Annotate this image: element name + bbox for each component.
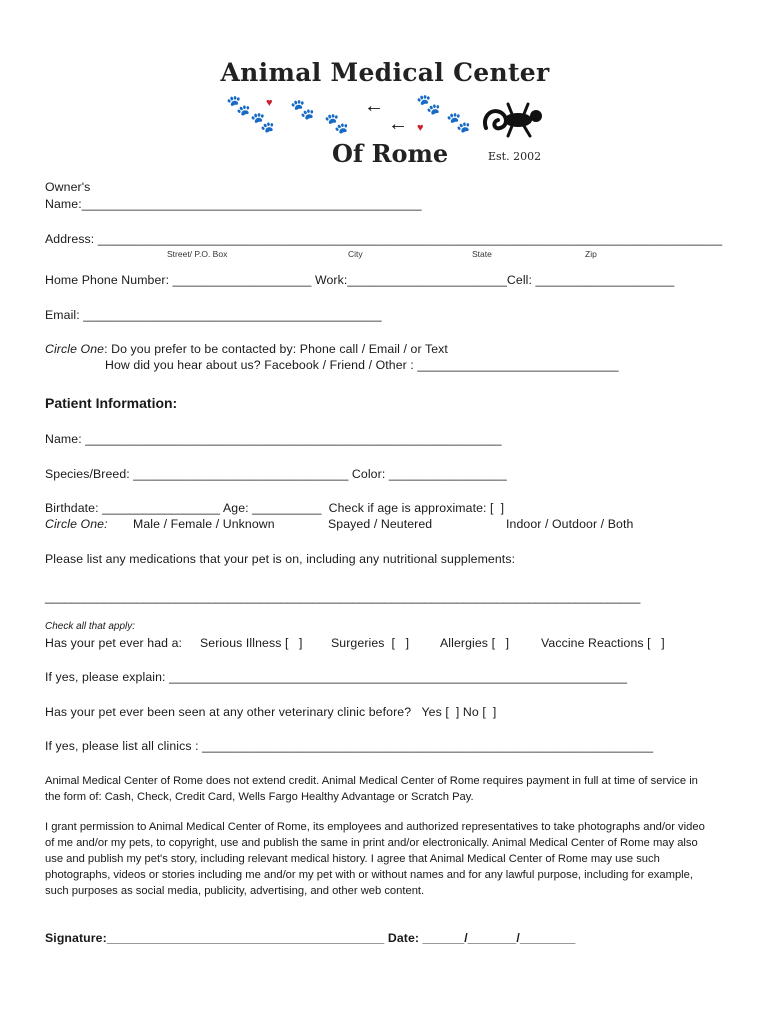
address-field[interactable]: Address: __________________________________________________________________________________________	[45, 232, 723, 246]
owner-name-field[interactable]: Name:_________________________________________________	[45, 197, 422, 211]
signature-date-field[interactable]: Signature:________________________________________ Date: ______/_______/________	[45, 931, 576, 945]
medications-prompt: Please list any medications that your pet is on, including any nutritional supplements:	[45, 552, 516, 566]
species-color-field[interactable]: Species/Breed: _______________________________ Color: _________________	[45, 467, 507, 481]
referral-source-field[interactable]: How did you hear about us? Facebook / Friend / Other : _____________________________	[105, 358, 619, 372]
established-year: Est. 2002	[488, 150, 542, 163]
bird-track-icon: ←	[364, 95, 384, 117]
address-street-label: Street/ P.O. Box	[167, 249, 228, 259]
address-city-label: City	[348, 249, 363, 259]
contact-question: : Do you prefer to be contacted by: Phone call / Email / or Text	[104, 342, 448, 356]
vaccine-reactions-checkbox[interactable]: Vaccine Reactions [ ]	[541, 636, 665, 650]
paw-print-icon: 🐾	[226, 95, 251, 117]
birthdate-age-field[interactable]: Birthdate: _________________ Age: __________ Check if age is approximate: [ ]	[45, 501, 505, 515]
paw-print-icon: 🐾	[446, 112, 471, 134]
gecko-icon	[478, 98, 548, 144]
heart-icon: ♥	[266, 97, 273, 109]
sex-options[interactable]: Male / Female / Unknown	[133, 517, 275, 531]
address-zip-label: Zip	[585, 249, 597, 259]
spay-options[interactable]: Spayed / Neutered	[328, 517, 433, 531]
paw-print-icon: 🐾	[250, 112, 275, 134]
clinics-list-field[interactable]: If yes, please list all clinics : _________________________________________________________________	[45, 739, 654, 753]
has-had-label: Has your pet ever had a:	[45, 636, 183, 650]
location-options[interactable]: Indoor / Outdoor / Both	[506, 517, 634, 531]
contact-preference[interactable]	[45, 342, 448, 356]
circle-one-label: Circle One	[45, 342, 105, 356]
phone-fields[interactable]: Home Phone Number: ____________________ Work:_______________________Cell: ____________________	[45, 273, 675, 287]
allergies-checkbox[interactable]: Allergies [ ]	[440, 636, 510, 650]
explain-field[interactable]: If yes, please explain: __________________________________________________________________	[45, 670, 628, 684]
heart-icon: ♥	[417, 122, 424, 134]
patient-info-heading: Patient Information:	[45, 395, 178, 411]
surgeries-checkbox[interactable]: Surgeries [ ]	[331, 636, 410, 650]
clinic-name: Animal Medical Center	[220, 58, 550, 87]
email-field[interactable]: Email: ___________________________________________	[45, 308, 382, 322]
paw-print-icon: 🐾	[416, 94, 441, 116]
photo-permission-text: I grant permission to Animal Medical Center of Rome, its employees and authorized representatives to take photographs and/or video of me and/or my pets, to copyright, use and publish the same in print and/or electronically. Animal Medical Center of Rome may also use and publish my pet's story, including relevant medical history. I agree that Animal Medical Center of Rome may use such photographs, videos or stories including me and/or my pet with or without names and for any lawful purpose, including for example, such purposes as social media, publicity, advertising, and other web content.	[45, 821, 705, 897]
circle-one-label: Circle One:	[45, 517, 108, 531]
owners-label: Owner's	[45, 180, 91, 194]
bird-track-icon: ←	[388, 113, 408, 135]
credit-policy-text: Animal Medical Center of Rome does not extend credit. Animal Medical Center of Rome requires payment in full at time of service in the form of: Cash, Check, Credit Card, Wells Fargo Healthy Advantage or Scratch Pay.	[45, 775, 698, 803]
medications-field[interactable]: ___________________________________________________________________________________________	[45, 590, 641, 604]
check-all-label: Check all that apply:	[45, 621, 136, 632]
paw-print-icon: 🐾	[290, 99, 315, 121]
address-state-label: State	[472, 249, 492, 259]
pet-name-field[interactable]: Name: ____________________________________________________________	[45, 432, 502, 446]
paw-print-icon: 🐾	[324, 113, 349, 135]
other-clinic-question[interactable]: Has your pet ever been seen at any other veterinary clinic before? Yes [ ] No [ ]	[45, 705, 497, 719]
clinic-location: Of Rome	[332, 139, 449, 168]
serious-illness-checkbox[interactable]: Serious Illness [ ]	[200, 636, 303, 650]
